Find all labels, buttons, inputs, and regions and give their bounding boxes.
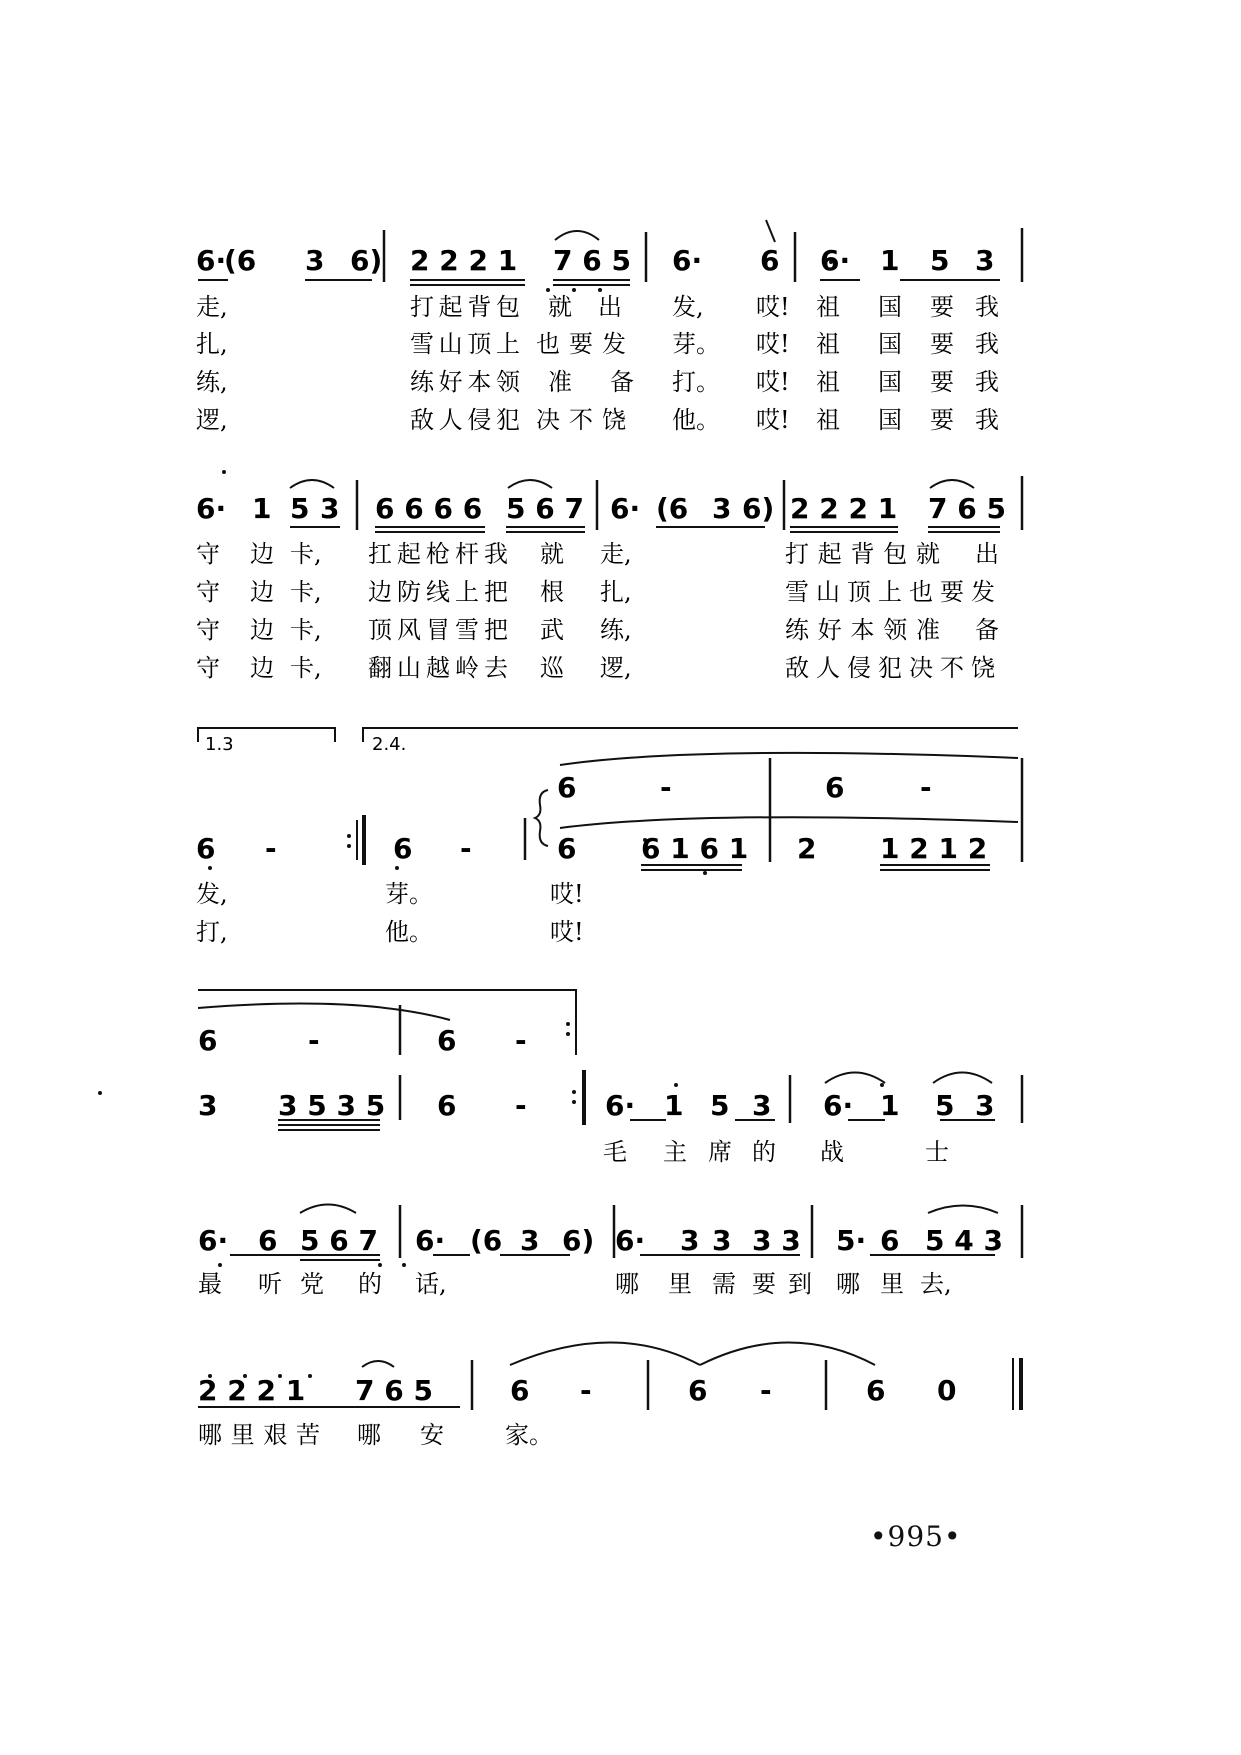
note: 3 (520, 1224, 540, 1257)
lyric: 练, (196, 368, 228, 396)
lyric: 芽。 (672, 330, 720, 358)
note: 6 (510, 1374, 530, 1407)
lyric: 边防线上把 (368, 578, 508, 606)
system-1-notes (196, 244, 994, 277)
lyric: 的 (358, 1270, 382, 1298)
lyric: 哪里艰苦 (198, 1421, 320, 1449)
lyric: 边 (250, 540, 274, 568)
lyric: 边 (250, 616, 274, 644)
lyric: 就 (548, 293, 572, 321)
lyric: 出 (975, 540, 999, 568)
note: 6 (393, 832, 413, 865)
lyric: 国 (878, 330, 902, 358)
note: - (460, 832, 472, 865)
system-2-lyrics (196, 540, 999, 682)
note: 5 (935, 1089, 955, 1122)
note-group: 6 1 6 1 (641, 832, 749, 865)
lyric: 哎! (550, 918, 584, 946)
lyric: 扎, (196, 330, 228, 358)
note: 5 (930, 244, 950, 277)
note-lower: 2 (797, 832, 817, 865)
lyric: 雪山顶上 (410, 330, 520, 358)
lyric: 守 (196, 616, 220, 644)
lyric: 打, (196, 918, 228, 946)
note-upper: 6 (825, 771, 845, 804)
lyric: 需 (712, 1270, 736, 1298)
note: (6 (224, 244, 257, 277)
note: 3 (975, 1089, 995, 1122)
note-group: 2 2 2 1 (790, 492, 898, 525)
note: - (760, 1374, 772, 1407)
note: 6· (615, 1224, 646, 1257)
lyric: 练好本领 (410, 368, 520, 396)
lyric: 去, (920, 1270, 952, 1298)
lyric: 敌人侵犯 (410, 406, 520, 434)
note: 3 (712, 1224, 732, 1257)
lyric: 的 (752, 1138, 776, 1166)
note-lower: 6 (557, 832, 577, 865)
note: 1 (880, 244, 900, 277)
volta-labels (205, 734, 406, 755)
note-group: 7 6 5 (355, 1374, 433, 1407)
lyric: 哎! (550, 880, 584, 908)
system-6-notes (198, 1374, 956, 1407)
note-group: 3 3 (752, 1224, 801, 1257)
note: 3 (680, 1224, 700, 1257)
lyric: 哪 (836, 1270, 860, 1298)
lyric: 里 (880, 1270, 904, 1298)
note-upper: 6 (437, 1024, 457, 1057)
note: 1 (664, 1089, 684, 1122)
note-group: 6 6 6 6 (375, 492, 483, 525)
note: 6· (823, 1089, 854, 1122)
lyric: 备 (975, 616, 999, 644)
lyric: 准 (548, 368, 572, 396)
lyric: 卡, (290, 616, 322, 644)
lyric: 哪 (615, 1270, 639, 1298)
lyric: 祖 (816, 293, 840, 321)
note-upper: - (920, 771, 932, 804)
lyric: 扛起枪杆我 (368, 540, 508, 568)
note-group: 7 6 5 (928, 492, 1006, 525)
lyric: 士 (925, 1138, 949, 1166)
lyric: 打起背包就 (785, 540, 940, 568)
page-number: •995• (870, 1520, 962, 1553)
note-group: 2 2 2 1 (198, 1374, 306, 1407)
lyric: 祖 (816, 368, 840, 396)
note: 6) (350, 244, 383, 277)
note: 3 (712, 492, 732, 525)
note-group: 3 5 3 5 (278, 1089, 386, 1122)
note: 6 (880, 1224, 900, 1257)
lyric: 打。 (672, 368, 720, 396)
lyric: 他。 (385, 918, 433, 946)
note: 6) (562, 1224, 595, 1257)
note: (6 (656, 492, 689, 525)
note-upper: - (308, 1024, 320, 1057)
note: 1 (880, 1089, 900, 1122)
lyric: 我 (975, 293, 999, 321)
note: 6 (760, 244, 780, 277)
note: 6 (688, 1374, 708, 1407)
note-group: 1 2 1 2 (880, 832, 988, 865)
lyric: 安 (420, 1421, 444, 1449)
lyric: 里 (668, 1270, 692, 1298)
lyric: 国 (878, 368, 902, 396)
volta-1: 1.3 (205, 734, 234, 755)
note: 6· (605, 1089, 636, 1122)
note-upper: - (660, 771, 672, 804)
note: 5· (836, 1224, 867, 1257)
lyric: 家。 (505, 1421, 553, 1449)
note: 6· (610, 492, 641, 525)
lyric: 决不饶 (536, 406, 626, 434)
lyric: 发, (196, 880, 228, 908)
lyric: 根 (540, 578, 564, 606)
lyric: 要 (930, 368, 954, 396)
lyric: 祖 (816, 330, 840, 358)
lyric: 边 (250, 578, 274, 606)
note-group: 7 6 5 (553, 244, 631, 277)
lyric: 打起背包 (410, 293, 520, 321)
note: - (265, 832, 277, 865)
lyric: 国 (878, 406, 902, 434)
note: 3 (305, 244, 325, 277)
lyric: 哎! (756, 368, 790, 396)
note: 3 (320, 492, 340, 525)
lyric: 听 (258, 1270, 282, 1298)
system-5-notes (198, 1224, 1003, 1257)
system-3-lyrics (196, 880, 584, 946)
lyric: 席 (708, 1138, 732, 1166)
note: 0 (937, 1374, 957, 1407)
lyric: 守 (196, 654, 220, 682)
lyric: 翻山越岭去 (368, 654, 508, 682)
lyric: 话, (415, 1270, 447, 1298)
note: 6· (196, 244, 227, 277)
system-2-notes (196, 492, 1006, 525)
lyric: 也要发 (536, 330, 626, 358)
lyric: 哎! (756, 406, 790, 434)
note-group: 5 6 7 (506, 492, 584, 525)
note-lower: 3 (198, 1089, 218, 1122)
lyric: 练, (600, 616, 632, 644)
lyric: 走, (196, 293, 228, 321)
system-4-notes (198, 1024, 994, 1122)
note: 1 (252, 492, 272, 525)
note-lower: 6 (437, 1089, 457, 1122)
lyric: 发, (672, 293, 704, 321)
note: 6 (258, 1224, 278, 1257)
note-group: 2 2 2 1 (410, 244, 518, 277)
lyric: 雪山顶上也要发 (785, 578, 995, 606)
lyric: 我 (975, 406, 999, 434)
note-upper: 6 (198, 1024, 218, 1057)
lyric: 练好本领准 (785, 616, 940, 644)
lyric: 就 (540, 540, 564, 568)
note: 6· (196, 492, 227, 525)
note: 6· (672, 244, 703, 277)
note-upper: 6 (557, 771, 577, 804)
lyric: 战 (820, 1138, 844, 1166)
lyric: 最 (198, 1270, 222, 1298)
lyric: 守 (196, 540, 220, 568)
note: 5 (290, 492, 310, 525)
note: 6 (866, 1374, 886, 1407)
lyric: 要 (930, 406, 954, 434)
lyric: 我 (975, 368, 999, 396)
note: 6· (820, 244, 851, 277)
lyric: 顶风冒雪把 (368, 616, 508, 644)
lyric: 逻, (196, 406, 228, 434)
lyric: 巡 (540, 654, 564, 682)
lyric: 走, (600, 540, 632, 568)
lyric: 守 (196, 578, 220, 606)
lyric: 逻, (600, 654, 632, 682)
lyric: 哎! (756, 330, 790, 358)
note-group: 5 4 3 (925, 1224, 1003, 1257)
note: 5 (710, 1089, 730, 1122)
lyric: 要 (930, 293, 954, 321)
lyric: 卡, (290, 578, 322, 606)
note: 6 (196, 832, 216, 865)
lyric: 主 (663, 1138, 687, 1166)
lyric: 扎, (600, 578, 632, 606)
note-lower: - (515, 1089, 527, 1122)
lyric: 我 (975, 330, 999, 358)
note: 6) (742, 492, 775, 525)
lyric: 边 (250, 654, 274, 682)
note: (6 (470, 1224, 503, 1257)
lyric: 国 (878, 293, 902, 321)
lyric: 出 (598, 293, 622, 321)
note: 6· (198, 1224, 229, 1257)
lyric: 祖 (816, 406, 840, 434)
lyric: 武 (540, 616, 564, 644)
lyric: 哪 (357, 1421, 381, 1449)
system-5-lyrics (198, 1270, 952, 1298)
note-group: 5 6 7 (300, 1224, 378, 1257)
lyric: 敌人侵犯决不饶 (785, 654, 995, 682)
note-upper: - (515, 1024, 527, 1057)
volta-2: 2.4. (372, 734, 407, 755)
system-4-lyrics (603, 1138, 949, 1166)
lyric: 他。 (672, 406, 720, 434)
note: - (580, 1374, 592, 1407)
lyric: 毛 (603, 1138, 627, 1166)
lyric: 卡, (290, 540, 322, 568)
lyric: 卡, (290, 654, 322, 682)
note: 6· (415, 1224, 446, 1257)
system-6-lyrics (198, 1421, 553, 1449)
note: 3 (752, 1089, 772, 1122)
note: 3 (975, 244, 995, 277)
lyric: 芽。 (385, 880, 433, 908)
lyric: 党 (300, 1270, 324, 1298)
lyric: 要到 (752, 1270, 812, 1298)
lyric: 要 (930, 330, 954, 358)
lyric: 哎! (756, 293, 790, 321)
lyric: 备 (610, 368, 634, 396)
system-1-lyrics (196, 293, 999, 434)
